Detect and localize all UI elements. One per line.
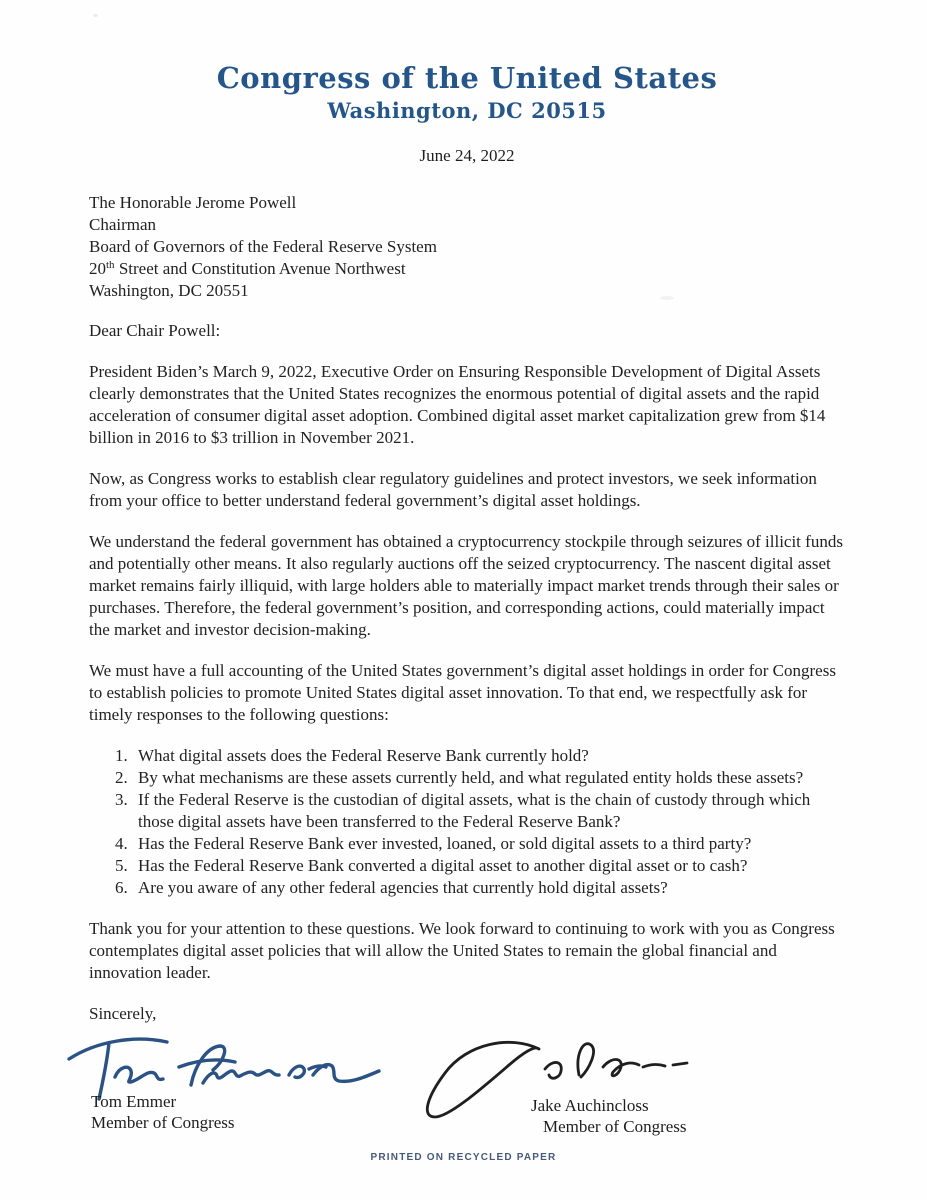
recipient-organization: Board of Governors of the Federal Reserve System [89,237,437,256]
street-rest: Street and Constitution Avenue Northwest [114,259,406,278]
question-item-3: 3. If the Federal Reserve is the custodian of digital assets, what is the chain of custody through which those digital assets have been transferred to the Federal Reserve Bank? [132,789,844,833]
recipient-city: Washington, DC 20551 [89,281,249,300]
letterhead-title: Congress of the United States [216,61,718,95]
question-item-1: 1. What digital assets does the Federal Reserve Bank currently hold? [132,745,844,767]
question-item-5: 5. Has the Federal Reserve Bank converted a digital asset to another digital asset or to cash? [132,855,844,877]
paragraph-3: We understand the federal government has obtained a cryptocurrency stockpile through seizures of illicit funds and potentially other means. It also regularly auctions off the seized cryptocurrency. The nascent digital asset market remains fairly illiquid, with large holders able to materially impact market trends through their sales or purchases. Therefore, the federal government’s position, and corresponding actions, could materially impact the market and investor decision-making. [89,532,843,639]
signer-block-tom-emmer [63,1029,403,1134]
paragraph-4: We must have a full accounting of the United States government’s digital asset holdings in order for Congress to establish policies to promote United States digital asset innovation. To that end, we respectfully ask for timely responses to the following questions: [89,661,836,724]
valediction: Sincerely, [89,1004,157,1023]
signer-block-jake-auchincloss [419,1029,719,1138]
question-list [89,745,844,899]
letterhead-address: Washington, DC 20515 [327,98,607,123]
paragraph-2: Now, as Congress works to establish clear regulatory guidelines and protect investors, we seek information from your office to better understand federal government’s digital asset holdings. [89,469,817,510]
recycled-paper-notice: PRINTED ON RECYCLED PAPER [370,1152,557,1163]
signer-name: Tom Emmer [91,1092,177,1111]
question-item-6: 6. Are you aware of any other federal agencies that currently hold digital assets? [132,877,844,899]
signature-row [89,1029,845,1159]
signer-title: Member of Congress [91,1113,235,1132]
question-item-4: 4. Has the Federal Reserve Bank ever invested, loaned, or sold digital assets to a third party? [132,833,844,855]
closing-paragraph: Thank you for your attention to these questions. We look forward to continuing to work with you as Congress contemplates digital asset policies that will allow the United States to remain the global financial and innovation leader. [89,919,835,982]
recipient-role: Chairman [89,215,157,234]
recipient-address-block [89,192,845,302]
recipient-street [89,258,845,280]
salutation: Dear Chair Powell: [89,321,221,340]
scan-artifact [660,296,674,300]
paragraph-1: President Biden’s March 9, 2022, Executive Order on Ensuring Responsible Development of Digital Assets clearly demonstrates that the United States recognizes the enormous potential of digital assets and the rapid acceleration of consumer digital asset adoption. Combined digital asset market capitalization grew from $14 billion in 2016 to $3 trillion in November 2021. [89,362,826,447]
street-number: 20 [89,259,106,278]
signer-name: Jake Auchincloss [531,1096,649,1115]
recipient-name: The Honorable Jerome Powell [89,193,297,212]
question-item-2: 2. By what mechanisms are these assets currently held, and what regulated entity holds these assets? [132,767,844,789]
signer-title: Member of Congress [543,1117,687,1136]
letterhead [89,60,845,124]
street-ordinal-suffix: th [106,259,115,271]
scan-artifact [93,14,98,17]
letter-date: June 24, 2022 [419,146,515,165]
